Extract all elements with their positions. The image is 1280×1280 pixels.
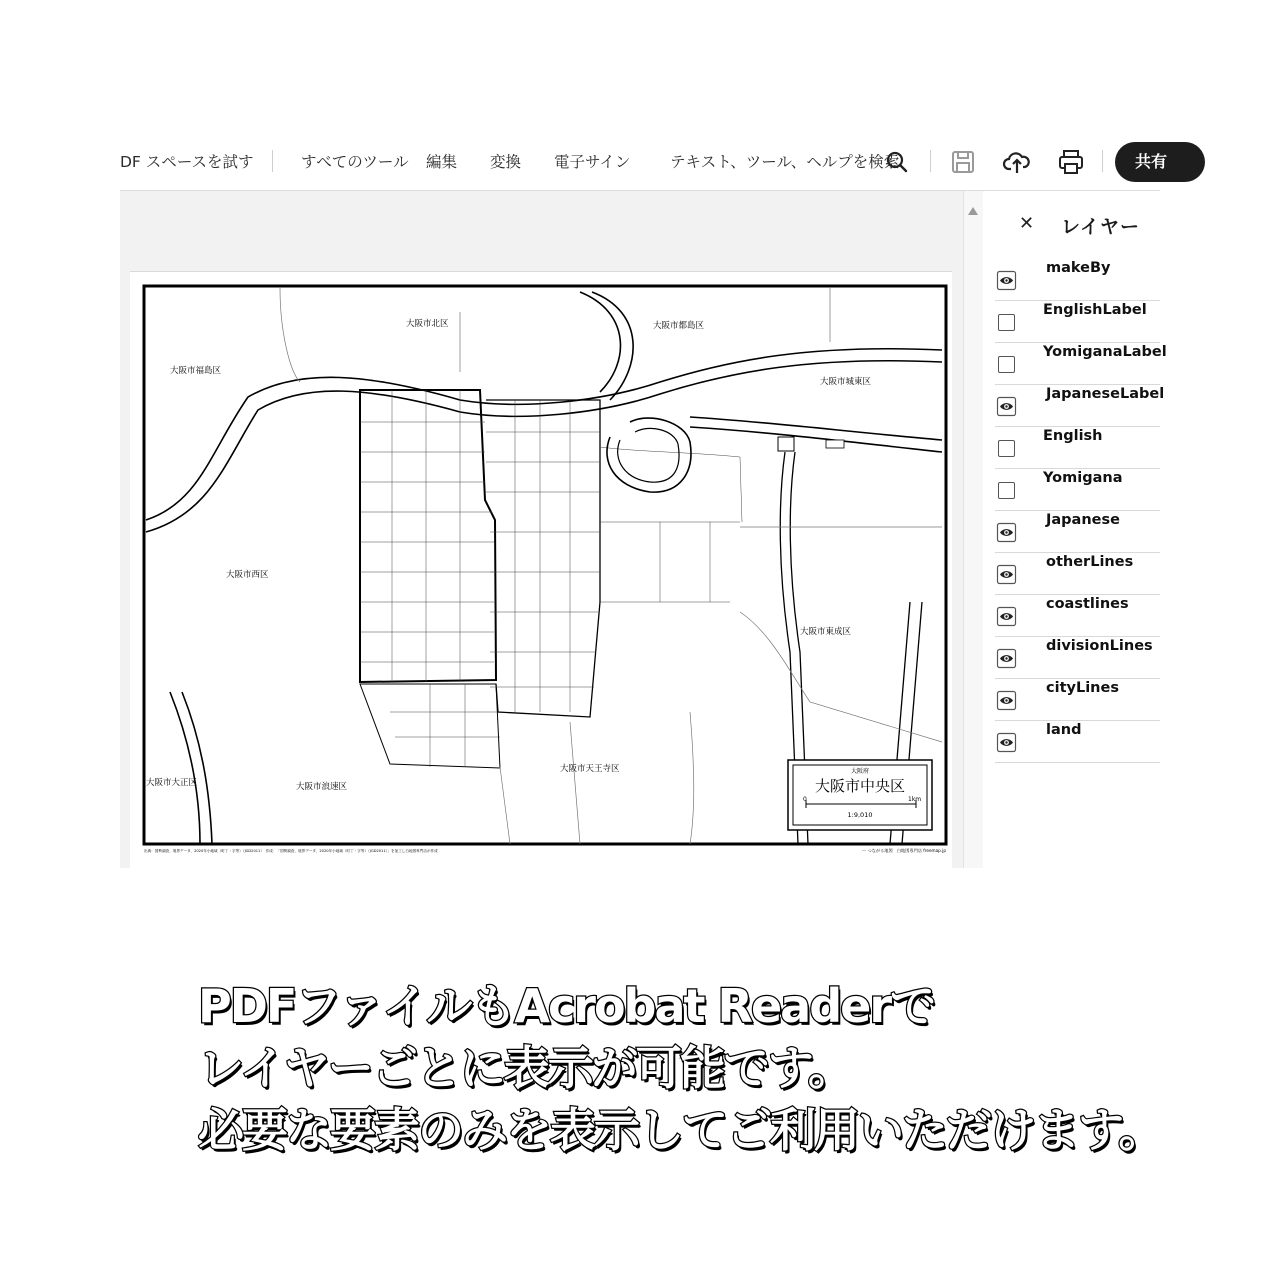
- layer-row[interactable]: [995, 721, 1160, 763]
- eye-icon[interactable]: [997, 523, 1016, 542]
- layer-row[interactable]: [995, 469, 1160, 511]
- ward-label-taisho: 大阪市大正区: [146, 778, 198, 788]
- close-icon[interactable]: ✕: [1019, 213, 1035, 234]
- map-legend: [788, 760, 932, 830]
- layer-row[interactable]: [995, 385, 1165, 427]
- scroll-up-arrow-icon[interactable]: [968, 207, 978, 215]
- ward-label-miyakojima: 大阪市都島区: [653, 321, 705, 331]
- upload-cloud-icon[interactable]: [1002, 147, 1032, 177]
- layer-row[interactable]: [995, 679, 1160, 721]
- layer-name: makeBy: [1046, 260, 1111, 276]
- share-button[interactable]: 共有: [1115, 142, 1205, 182]
- scale-ratio: 1:9,010: [847, 811, 873, 819]
- edit-menu[interactable]: 編集: [426, 153, 458, 171]
- map-footer-left: 出典：国勢調査、境界データ、2020年小地域（町丁・字等）（JGD2011） 作成：「国勢調査、境界データ、2020年小地域（町丁・字等）（JGD2011）」を加工し白地図専門店が作成: [144, 849, 438, 853]
- map-footer-right: ー つながる地図 白地図専門店 freemap.jp: [861, 848, 946, 853]
- eye-icon[interactable]: [997, 733, 1016, 752]
- scale-end: 1km: [908, 796, 922, 803]
- layers-panel: [983, 191, 1167, 868]
- caption-line-2: レイヤーごとに表示が可能です。: [198, 1041, 853, 1095]
- ward-label-fukushima: 大阪市福島区: [170, 366, 222, 376]
- layer-row[interactable]: [995, 259, 1160, 301]
- layer-name: coastlines: [1046, 596, 1129, 612]
- try-pdf-spaces-link[interactable]: DF スペースを試す: [120, 153, 254, 171]
- layer-name: otherLines: [1046, 554, 1134, 570]
- ward-label-tennoji: 大阪市天王寺区: [560, 764, 620, 774]
- layer-name: Japanese: [1046, 512, 1120, 528]
- layer-row[interactable]: [995, 511, 1160, 553]
- layer-name: EnglishLabel: [1043, 302, 1147, 318]
- all-tools-menu[interactable]: すべてのツール: [301, 153, 409, 171]
- ward-label-nishi: 大阪市西区: [226, 570, 269, 580]
- caption-line-3: 必要な要素のみを表示してご利用いただけます。: [198, 1103, 1163, 1157]
- document-viewer[interactable]: [120, 191, 963, 868]
- eye-icon[interactable]: [997, 565, 1016, 584]
- ward-map: [130, 272, 952, 869]
- layer-name: divisionLines: [1046, 638, 1153, 654]
- layer-visibility-checkbox[interactable]: [998, 440, 1015, 457]
- layer-visibility-checkbox[interactable]: [998, 314, 1015, 331]
- ward-label-kita: 大阪市北区: [406, 319, 449, 329]
- eye-icon[interactable]: [997, 607, 1016, 626]
- vertical-scrollbar[interactable]: [963, 191, 984, 868]
- save-icon[interactable]: [948, 147, 978, 177]
- search-icon[interactable]: [882, 147, 912, 177]
- legend-prefecture: 大阪府: [850, 768, 870, 775]
- eye-icon[interactable]: [997, 691, 1016, 710]
- acrobat-toolbar: [120, 138, 1168, 190]
- layer-name: JapaneseLabel: [1046, 386, 1165, 402]
- eye-icon[interactable]: [997, 649, 1016, 668]
- legend-title: 大阪市中央区: [814, 777, 906, 795]
- layer-visibility-checkbox[interactable]: [998, 356, 1015, 373]
- layer-row[interactable]: [995, 637, 1160, 679]
- layer-row[interactable]: [995, 595, 1160, 637]
- toolbar-divider: [1102, 150, 1103, 172]
- layer-row[interactable]: [995, 301, 1160, 343]
- eye-icon[interactable]: [997, 271, 1016, 290]
- layer-name: land: [1046, 722, 1082, 738]
- esign-menu[interactable]: 電子サイン: [554, 153, 631, 171]
- ward-label-naniwa: 大阪市浪速区: [296, 782, 348, 792]
- convert-menu[interactable]: 変換: [490, 153, 522, 171]
- layer-name: YomiganaLabel: [1043, 344, 1167, 360]
- layer-name: English: [1043, 428, 1103, 444]
- ward-label-joto: 大阪市城東区: [820, 377, 872, 387]
- toolbar-divider: [272, 150, 273, 172]
- toolbar-divider: [930, 150, 931, 172]
- layer-row[interactable]: [995, 553, 1160, 595]
- ward-label-higashinari: 大阪市東成区: [800, 627, 852, 637]
- print-icon[interactable]: [1056, 147, 1086, 177]
- layer-row[interactable]: [995, 343, 1167, 385]
- caption: [198, 976, 1162, 1162]
- layer-visibility-checkbox[interactable]: [998, 482, 1015, 499]
- caption-line-1: PDFファイルもAcrobat Readerで: [198, 979, 935, 1033]
- layer-name: cityLines: [1046, 680, 1119, 696]
- eye-icon[interactable]: [997, 397, 1016, 416]
- panel-title: レイヤー: [1061, 216, 1141, 238]
- search-field[interactable]: テキスト、ツール、ヘルプを検索: [670, 153, 900, 171]
- pdf-page[interactable]: [130, 271, 952, 869]
- layer-row[interactable]: [995, 427, 1160, 469]
- scale-start: 0: [803, 796, 807, 803]
- layer-name: Yomigana: [1043, 470, 1123, 486]
